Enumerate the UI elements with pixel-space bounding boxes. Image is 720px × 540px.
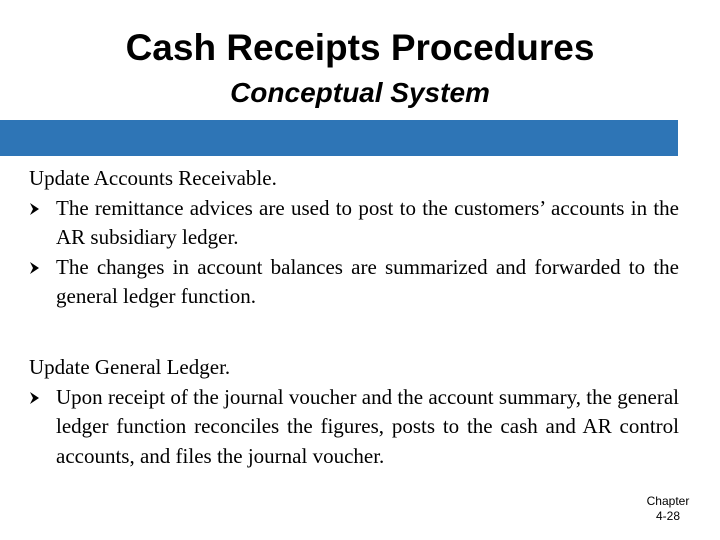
slide-title: Cash Receipts Procedures	[125, 27, 595, 68]
title-accent-bar	[0, 120, 678, 156]
bullet-item	[29, 194, 679, 253]
bullet-item	[29, 253, 679, 312]
bullet-text: Upon receipt of the journal voucher and the account summary, the general ledger function reconciles the figures, posts to the cash and AR control accounts, and files the journal voucher.	[56, 384, 679, 468]
arrow-bullet-icon	[29, 391, 41, 405]
bullet-item	[29, 383, 679, 472]
bullet-text: The remittance advices are used to post to the customers’ accounts in the AR subsidiary ledger.	[56, 195, 679, 249]
section-heading: Update Accounts Receivable.	[29, 166, 277, 190]
chapter-footer	[628, 494, 708, 524]
section-general-ledger	[29, 353, 679, 471]
footer-page-number: 4-28	[655, 509, 681, 523]
slide-subtitle: Conceptual System	[230, 77, 490, 108]
arrow-bullet-icon	[29, 202, 41, 216]
section-accounts-receivable	[29, 164, 679, 312]
footer-chapter-label: Chapter	[646, 494, 690, 508]
section-heading: Update General Ledger.	[29, 355, 231, 379]
bullet-text: The changes in account balances are summarized and forwarded to the general ledger function.	[56, 254, 679, 308]
arrow-bullet-icon	[29, 261, 41, 275]
